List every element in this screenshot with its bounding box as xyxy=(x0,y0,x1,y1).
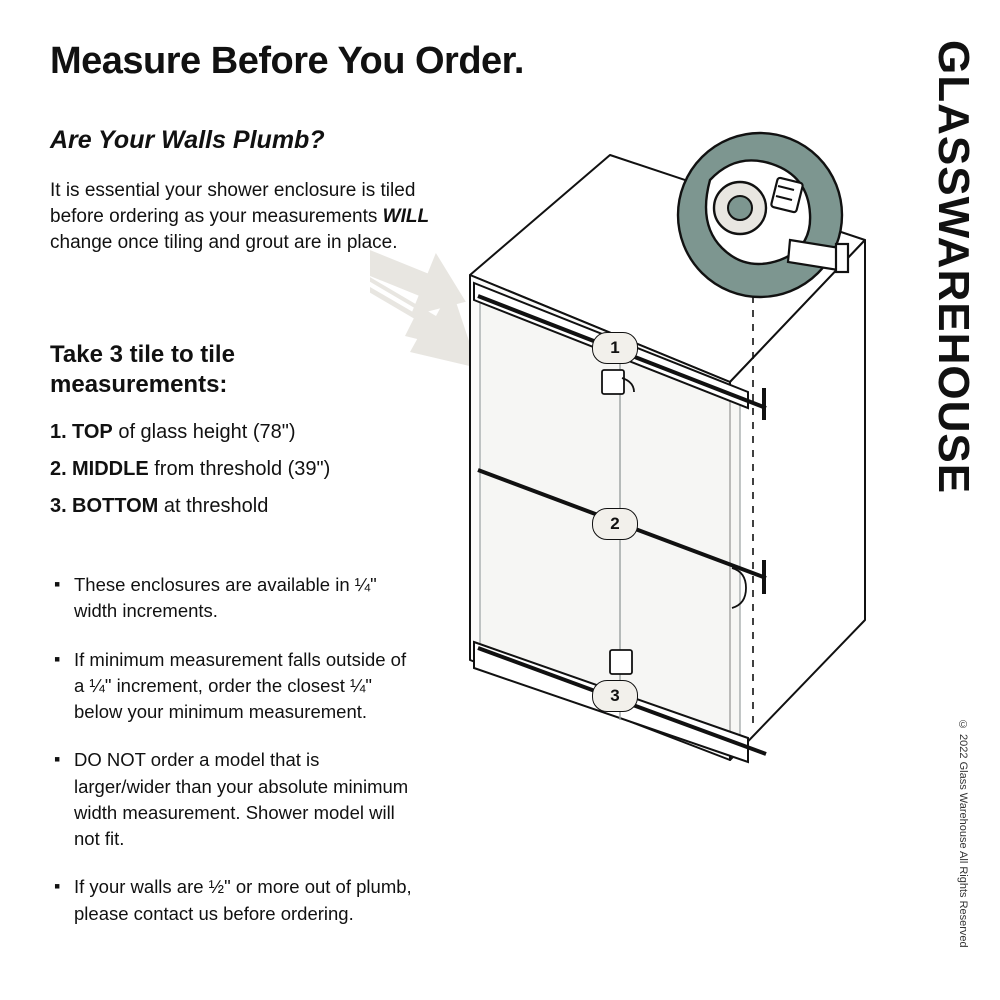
list-item-number: 2. xyxy=(50,458,67,480)
callout-badge-2: 2 xyxy=(592,508,638,540)
callout-badge-3: 3 xyxy=(592,680,638,712)
bullet-marker-icon: ▪ xyxy=(54,648,61,669)
intro-emphasis: WILL xyxy=(382,206,430,228)
copyright-notice: © 2022 Glass Warehouse All Rights Reserved xyxy=(957,719,969,948)
list-item xyxy=(50,747,420,852)
callout-badge-1: 1 xyxy=(592,332,638,364)
intro-part2: change once tiling and grout are in place. xyxy=(50,232,398,254)
list-item-keyword: MIDDLE xyxy=(72,458,149,480)
brand-wordmark: GLASSWAREHOUSE xyxy=(929,40,978,495)
page-title: Measure Before You Order. xyxy=(50,40,524,82)
notes-bullet-list xyxy=(50,572,420,949)
list-item xyxy=(50,647,420,726)
intro-part1: It is essential your shower enclosure is tiled before ordering as your measurements xyxy=(50,180,416,228)
list-item xyxy=(50,572,420,625)
list-item-number: 1. xyxy=(50,421,67,443)
bullet-marker-icon: ▪ xyxy=(54,574,61,594)
list-item-keyword: BOTTOM xyxy=(72,495,159,517)
list-item-number: 3. xyxy=(50,495,67,517)
bullet-text: If minimum measurement falls outside of a ¼" increment, order the closest ¼" below your minimum measurement. xyxy=(74,648,407,723)
shower-enclosure-illustration xyxy=(370,120,930,800)
take-three-heading: Take 3 tile to tile measurements: xyxy=(50,341,235,398)
list-item xyxy=(50,874,420,927)
list-item-text: at threshold xyxy=(158,495,269,517)
enclosure-svg xyxy=(370,120,930,800)
bullet-marker-icon: ▪ xyxy=(54,749,61,770)
bullet-text: DO NOT order a model that is larger/wider than your absolute minimum width measurement. Shower model will not fit. xyxy=(74,749,409,850)
list-item-text: of glass height (78") xyxy=(112,421,296,443)
bullet-text: These enclosures are available in ¼" width increments. xyxy=(74,574,377,622)
bullet-text: If your walls are ½" or more out of plumb, please contact us before ordering. xyxy=(74,876,412,924)
bullet-marker-icon: ▪ xyxy=(54,876,61,897)
section-subheading: Are Your Walls Plumb? xyxy=(50,126,325,154)
list-item-text: from threshold (39") xyxy=(148,458,331,480)
list-item-keyword: TOP xyxy=(72,421,113,443)
